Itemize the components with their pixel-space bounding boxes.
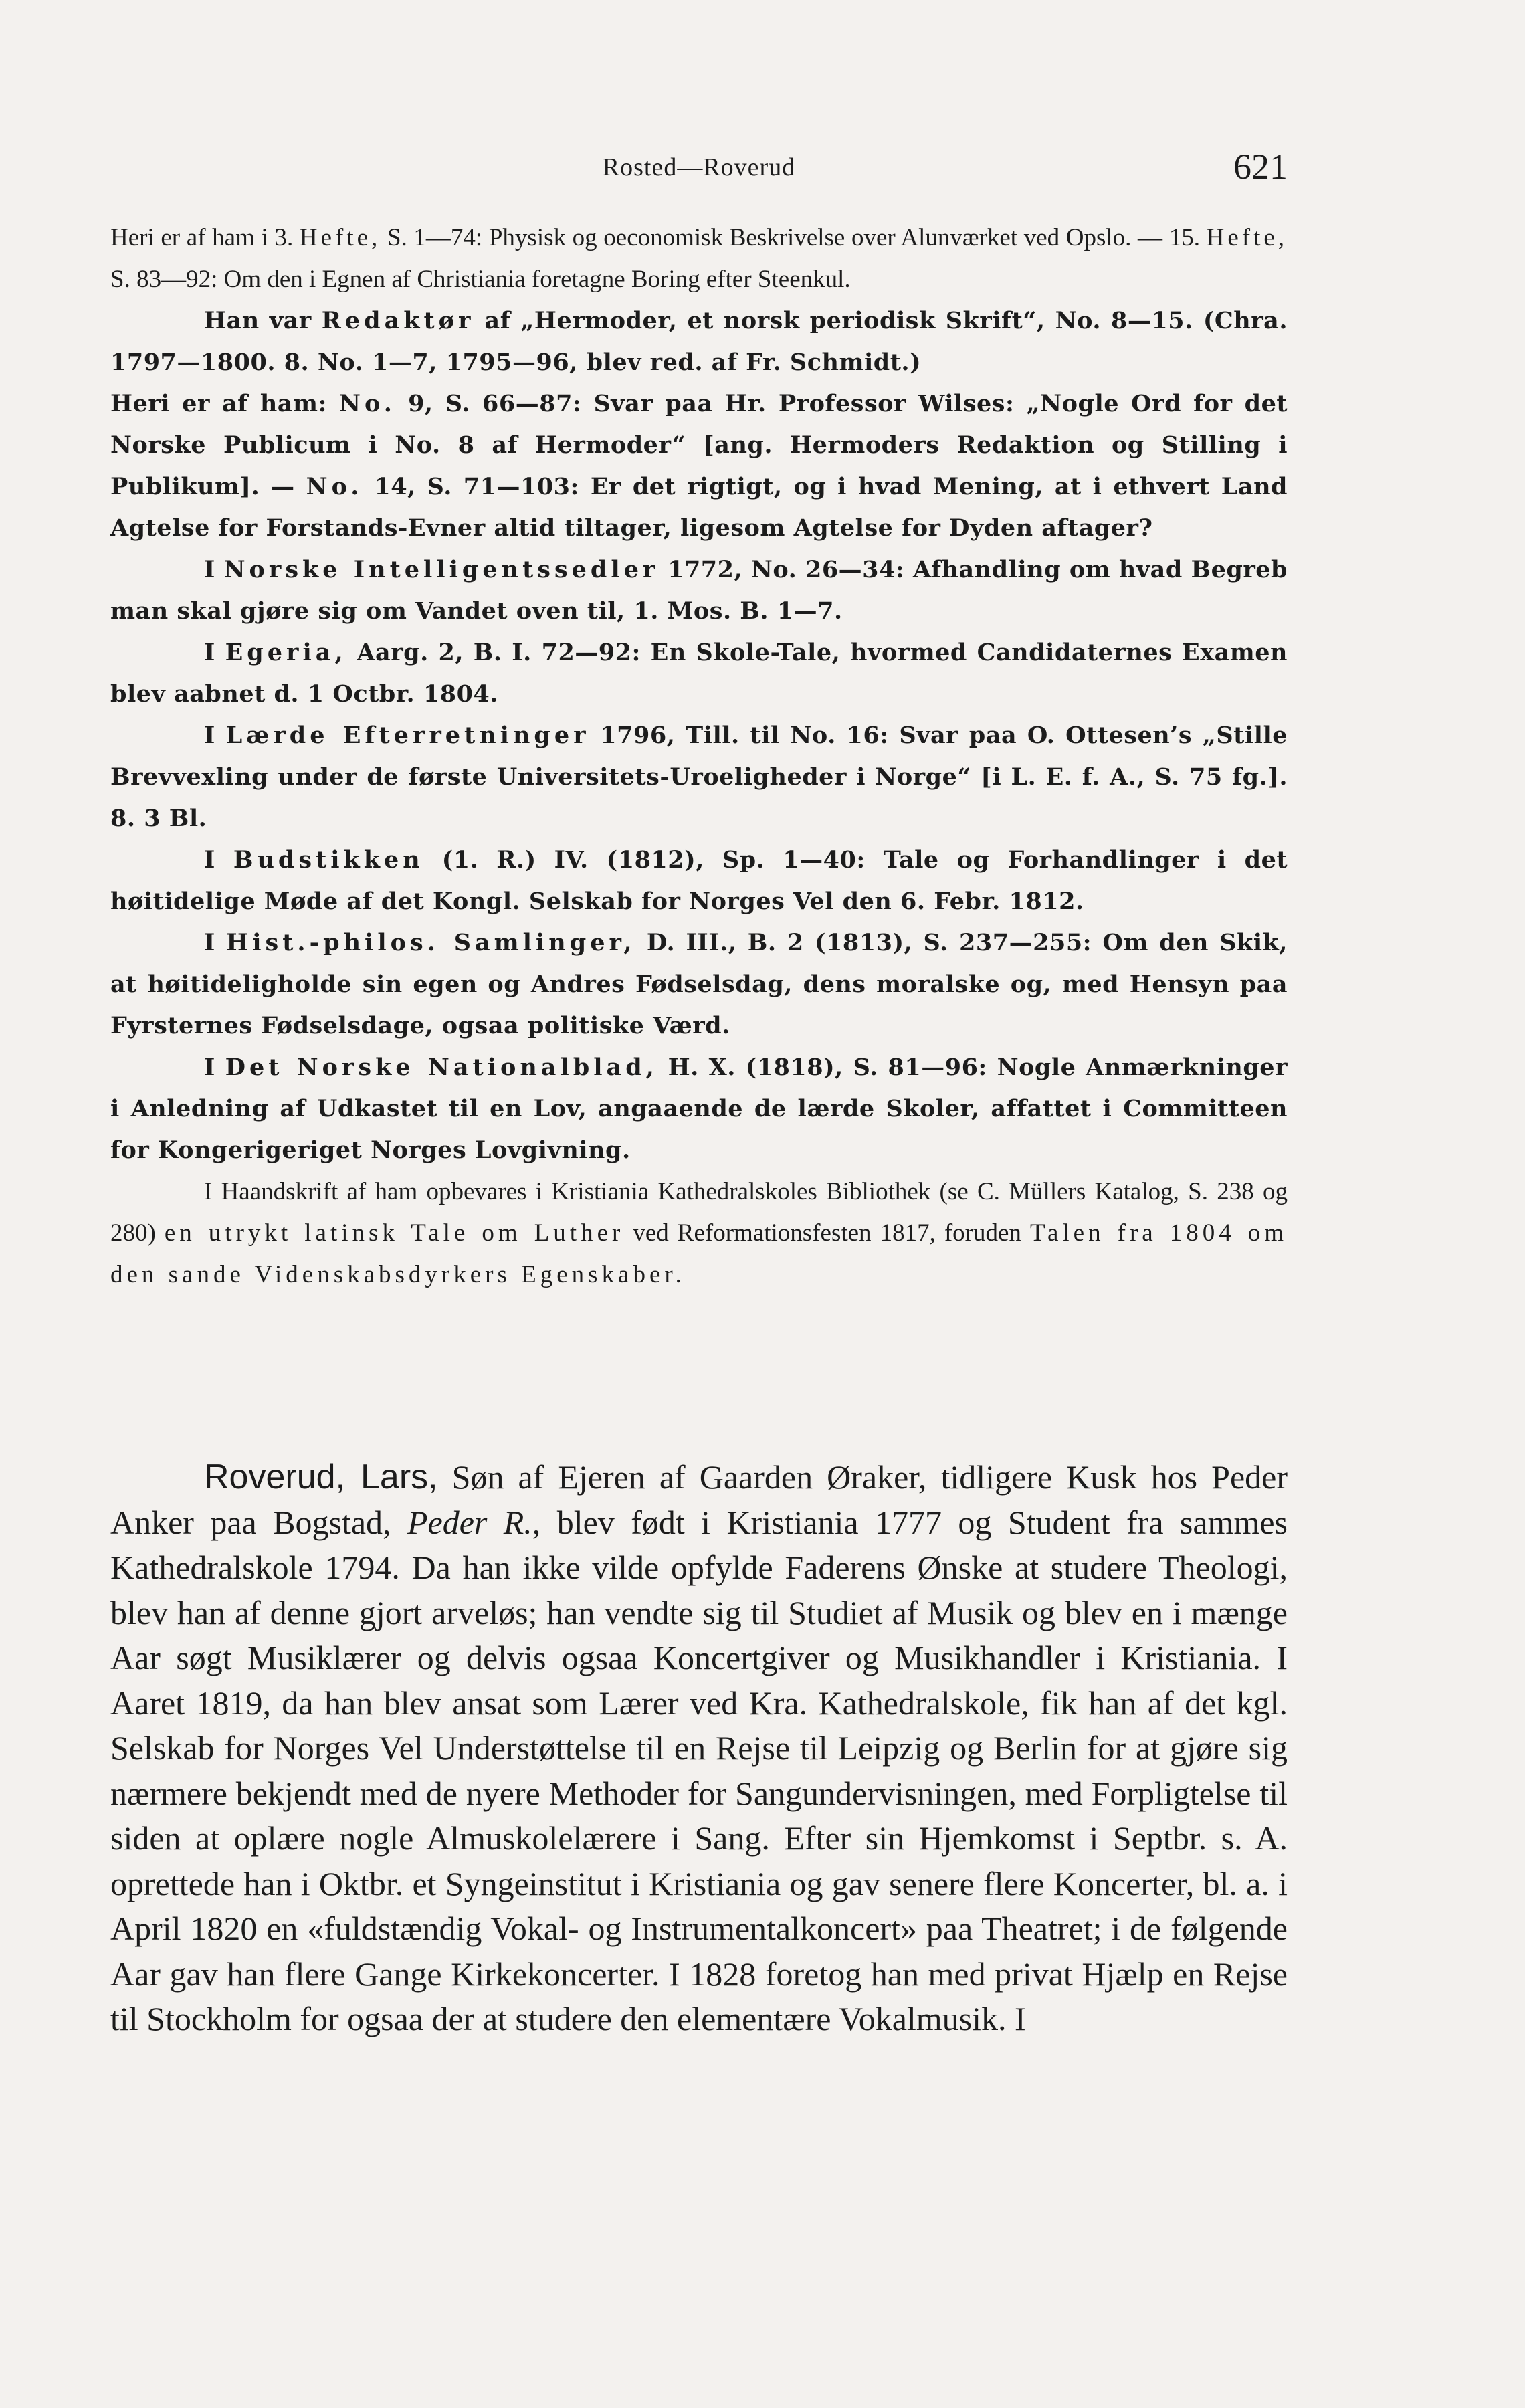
- ref-paragraph: I Det Norske Nationalblad, H. X. (1818), S. 81—96: Nogle Anmærkninger i Anledning af Udkastet til en Lov, angaaende de lærde Skoler, affattet i Committeen for Kongerigeriget Norges Lovgivning.: [110, 1054, 1288, 1164]
- ref-paragraph: Heri er af ham: No. 9, S. 66—87: Svar paa Hr. Professor Wilses: „Nogle Ord for det Norske Publicum i No. 8 af Hermoder“ [ang. Hermoders Redaktion og Stilling i Publikum]. — No. 14, S. 71—103: Er det rigtigt, og i hvad Mening, at i ethvert Land Agtelse for Forstands-Evner altid tiltager, ligesom Agtelse for Dyden aftager?: [110, 390, 1288, 542]
- ref-paragraph: I Lærde Efterretninger 1796, Till. til No. 16: Svar paa O. Ottesen’s „Stille Brevvexling under de første Universitets-Uroeligheder i Norge“ [i L. E. f. A., S. 75 fg.]. 8. 3 Bl.: [110, 722, 1288, 832]
- running-head: Rosted—Roverud: [602, 153, 796, 181]
- ref-paragraph: I Norske Intelligentssedler 1772, No. 26—34: Afhandling om hvad Begreb man skal gjøre sig om Vandet oven til, 1. Mos. B. 1—7.: [110, 556, 1288, 625]
- biography-entry: [110, 1455, 1288, 2042]
- ref-paragraph: Heri er af ham i 3. Hefte, S. 1—74: Physisk og oeconomisk Beskrivelse over Alunværket ved Opslo. — 15. Hefte, S. 83—92: Om den i Egnen af Christiania foretagne Boring efter Steenkul.: [110, 224, 1288, 293]
- ref-paragraph: Han var Redaktør af „Hermoder, et norsk periodisk Skrift“, No. 8—15. (Chra. 1797—1800. 8. No. 1—7, 1795—96, blev red. af Fr. Schmidt.): [110, 307, 1288, 376]
- page-header: [110, 146, 1288, 186]
- ref-paragraph: I Hist.-philos. Samlinger, D. III., B. 2 (1813), S. 237—255: Om den Skik, at høitideligholde sin egen og Andres Fødselsdag, dens moralske og, med Hensyn paa Fyrsternes Fødselsdage, ogsaa politiske Værd.: [110, 929, 1288, 1039]
- bibliography-section: [110, 217, 1288, 1296]
- entry-paragraph: Roverud, Lars, Søn af Ejeren af Gaarden Øraker, tidligere Kusk hos Peder Anker paa Bogstad, Peder R., blev født i Kristiania 1777 og Student fra sammes Kathedralskole 1794. Da han ikke vilde opfylde Faderens Ønske at studere Theologi, blev han af denne gjort arveløs; han vendte sig til Studiet af Musik og blev en i mænge Aar søgt Musiklærer og delvis ogsaa Koncertgiver og Musikhandler i Kristiania. I Aaret 1819, da han blev ansat som Lærer ved Kra. Kathedralskole, fik han af det kgl. Selskab for Norges Vel Understøttelse til en Rejse til Leipzig og Berlin for at gjøre sig nærmere bekjendt med de nyere Methoder for Sangundervisningen, med Forpligtelse til siden at oplære nogle Almuskolelærere i Sang. Efter sin Hjemkomst i Septbr. s. A. oprettede han i Oktbr. et Syngeinstitut i Kristiania og gav senere flere Koncerter, bl. a. i April 1820 en «fuldstændig Vokal- og Instrumentalkoncert» paa Theatret; i de følgende Aar gav han flere Gange Kirkekoncerter. I 1828 foretog han med privat Hjælp en Rejse til Stockholm for ogsaa der at studere den elementære Vokalmusik. I: [110, 1458, 1288, 2037]
- ref-paragraph: I Egeria, Aarg. 2, B. I. 72—92: En Skole-Tale, hvormed Candidaternes Examen blev aabnet d. 1 Octbr. 1804.: [110, 639, 1288, 708]
- page-number: 621: [1233, 146, 1288, 187]
- ref-paragraph: I Haandskrift af ham opbevares i Kristiania Kathedralskoles Bibliothek (se C. Müllers Katalog, S. 238 og 280) en utrykt latinsk Tale om Luther ved Reformationsfesten 1817, foruden Talen fra 1804 om den sande Videnskabsdyrkers Egenskaber.: [110, 1178, 1288, 1288]
- entry-headword: Roverud, Lars,: [204, 1458, 438, 1496]
- ref-paragraph: I Budstikken (1. R.) IV. (1812), Sp. 1—40: Tale og Forhandlinger i det høitidelige Møde af det Kongl. Selskab for Norges Vel den 6. Febr. 1812.: [110, 846, 1288, 915]
